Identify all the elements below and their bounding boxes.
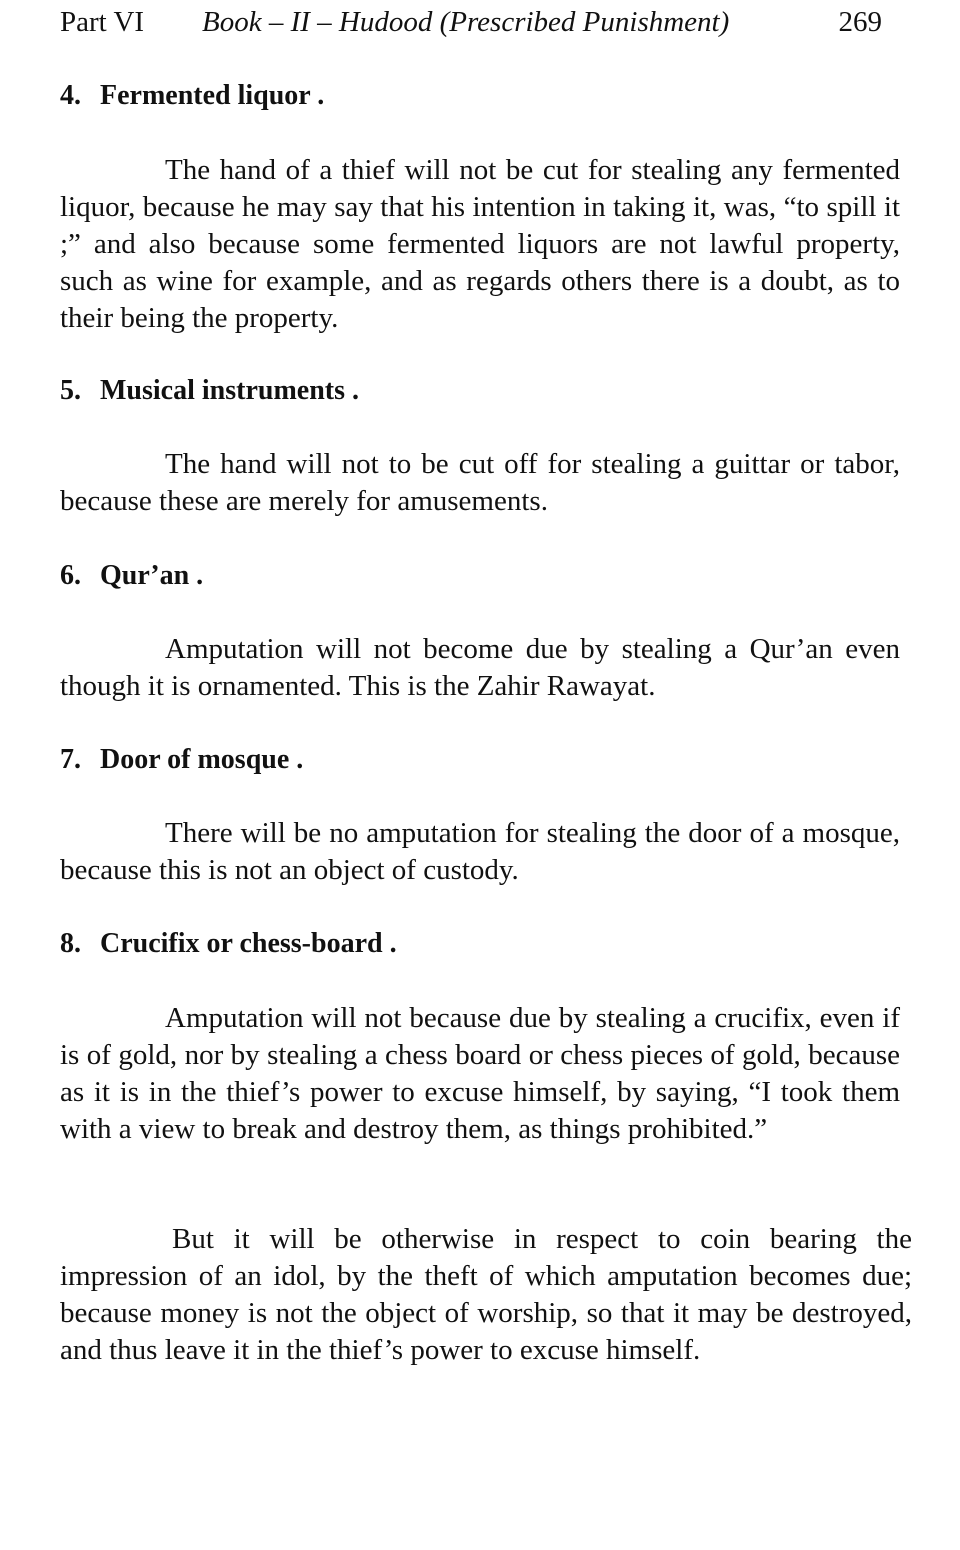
paragraph: Amputation will not because due by stealing a crucifix, even if is of gold, nor by stealing a chess board or chess pieces of gold, because as it is in the thief’s power to excuse himself, by saying, “I took them with a view to break and destroy them, as things prohibited.”: [60, 1002, 900, 1145]
section-title: Fermented liquor .: [100, 80, 325, 111]
page-number: 269: [838, 6, 882, 38]
section-number: 8.: [60, 928, 81, 959]
section-heading-quran: [60, 558, 203, 594]
running-header: [60, 2, 882, 42]
section-number: 5.: [60, 375, 81, 406]
section-title: Crucifix or chess-board .: [100, 928, 397, 959]
section-heading-door-of-mosque: [60, 742, 303, 778]
paragraph: Amputation will not become due by stealing a Qur’an even though it is ornamented. This is the Zahir Rawayat.: [60, 633, 900, 702]
section-title: Qur’an .: [100, 560, 204, 591]
paragraph: The hand of a thief will not be cut for stealing any fermented liquor, because he may say that his intention in taking it, was, “to spill it ;” and also because some fermented liquors are not lawful property, such as wine for example, and as regards others there is a doubt, as to their being the property.: [60, 154, 900, 334]
header-part: Part VI: [60, 6, 145, 38]
paragraph: The hand will not to be cut off for stealing a guittar or tabor, because these are merely for amusements.: [60, 448, 900, 517]
section-heading-musical-instruments: [60, 373, 359, 409]
section-number: 6.: [60, 560, 81, 591]
paragraph: There will be no amputation for stealing the door of a mosque, because this is not an object of custody.: [60, 817, 900, 886]
section-number: 4.: [60, 80, 81, 111]
section-heading-crucifix-or-chess-board: [60, 926, 397, 962]
header-book-title: Book – II – Hudood (Prescribed Punishment): [202, 6, 730, 38]
section-heading-fermented-liquor: [60, 78, 324, 114]
paragraph: But it will be otherwise in respect to coin bearing the impression of an idol, by the theft of which amputation becomes due; because money is not the object of worship, so that it may be destroyed, and thus leave it in the thief’s power to excuse himself.: [60, 1223, 912, 1366]
section-number: 7.: [60, 744, 81, 775]
section-title: Door of mosque .: [100, 744, 304, 775]
section-title: Musical instruments .: [100, 375, 359, 406]
